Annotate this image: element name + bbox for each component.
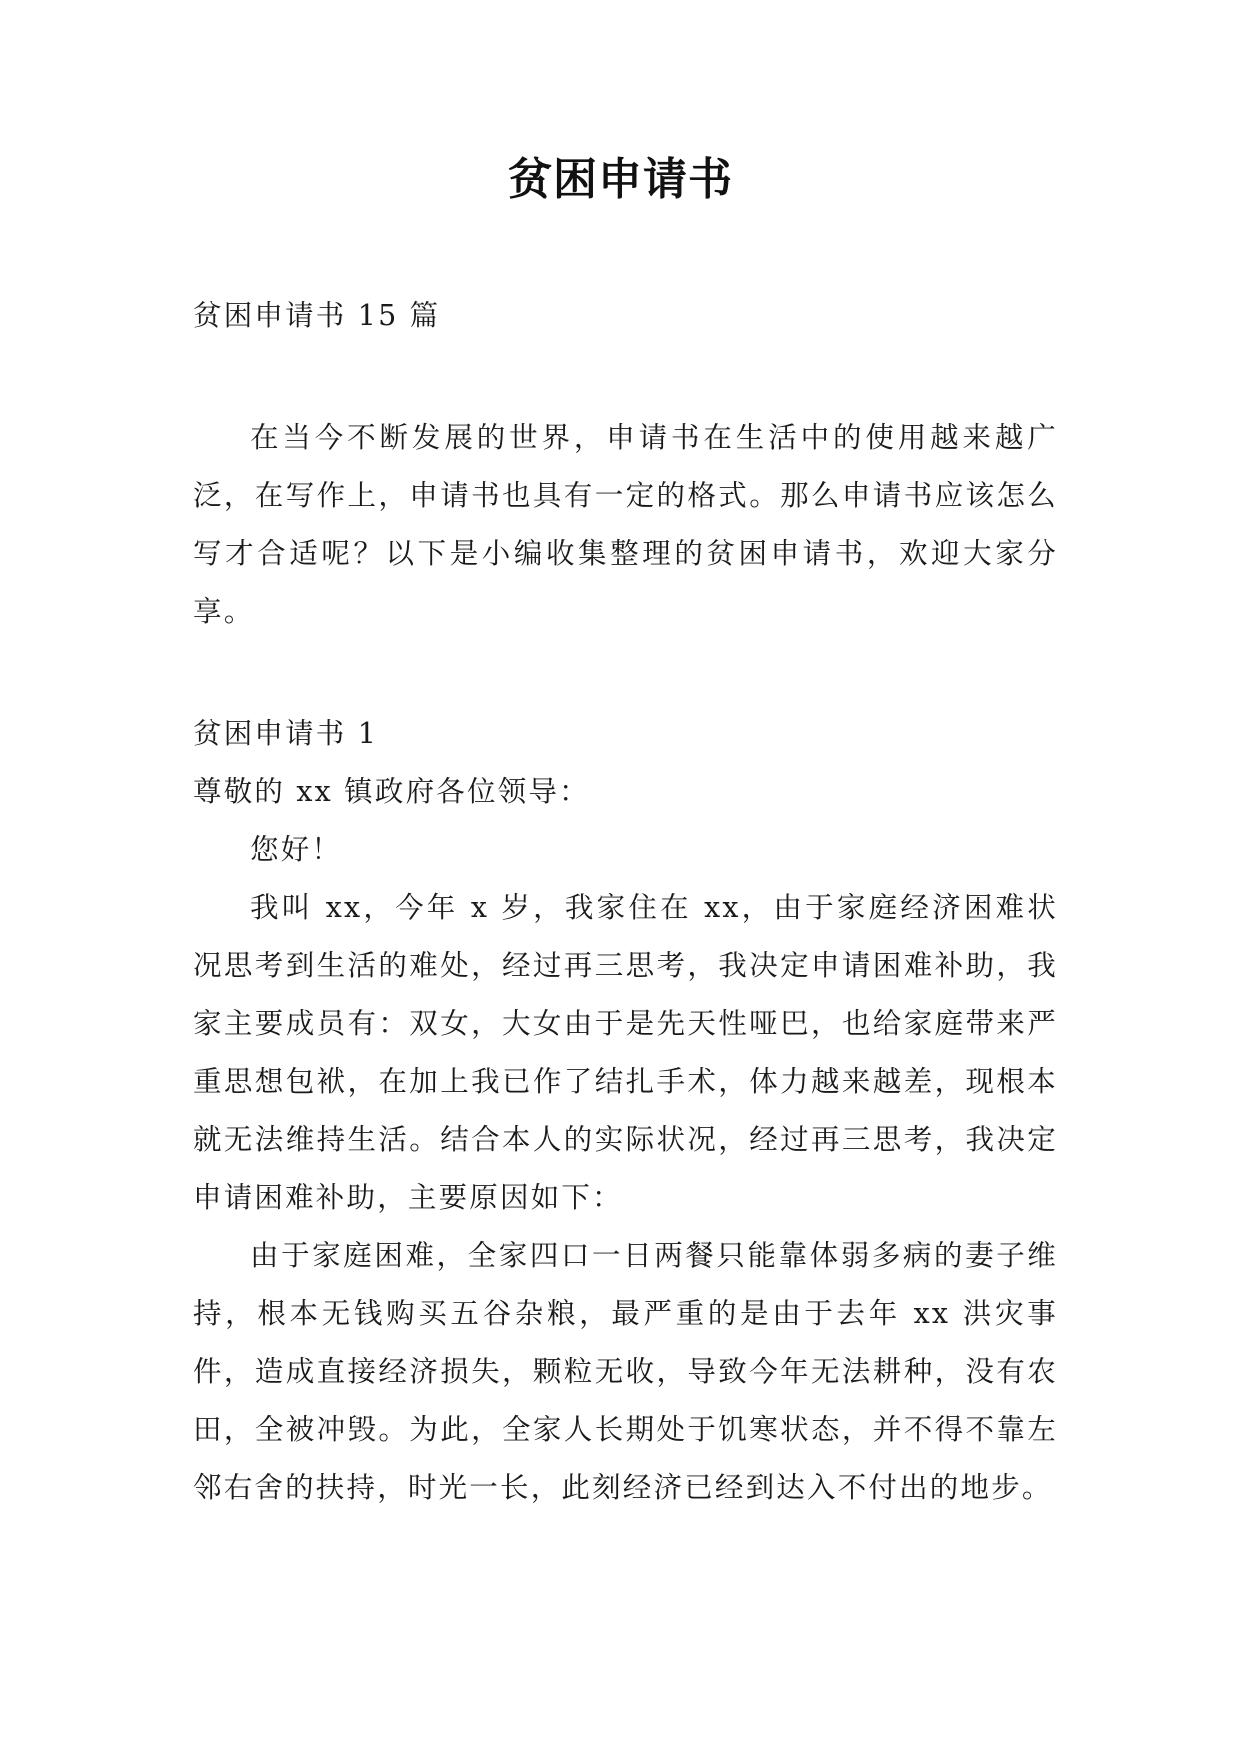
salutation: 尊敬的 xx 镇政府各位领导： (193, 775, 590, 808)
spacer (193, 345, 1058, 409)
document-title: 贫困申请书 (508, 154, 733, 205)
section-heading: 贫困申请书 1 (193, 717, 379, 750)
document-body (193, 287, 1058, 1517)
spacer (193, 641, 1058, 705)
intro-paragraph: 在当今不断发展的世界，申请书在生活中的使用越来越广泛，在写作上，申请书也具有一定的格式。那么申请书应该怎么写才合适呢？以下是小编收集整理的贫困申请书，欢迎大家分享。 (193, 421, 1058, 628)
greeting: 您好！ (250, 833, 343, 866)
body-paragraph: 由于家庭困难，全家四口一日两餐只能靠体弱多病的妻子维持，根本无钱购买五谷杂粮，最严重的是由于去年 xx 洪灾事件，造成直接经济损失，颗粒无收，导致今年无法耕种，没有农田，全被冲毁。为此，全家人长期处于饥寒状态，并不得不靠左邻右舍的扶持，时光一长，此刻经济已经到达入不付出的地步。 (193, 1239, 1058, 1504)
document-subtitle: 贫困申请书 15 篇 (193, 299, 441, 332)
body-paragraph: 我叫 xx，今年 x 岁，我家住在 xx，由于家庭经济困难状况思考到生活的难处，经过再三思考，我决定申请困难补助，我家主要成员有：双女，大女由于是先天性哑巴，也给家庭带来严重思想包袱，在加上我已作了结扎手术，体力越来越差，现根本就无法维持生活。结合本人的实际状况，经过再三思考，我决定申请困难补助，主要原因如下： (193, 891, 1058, 1214)
